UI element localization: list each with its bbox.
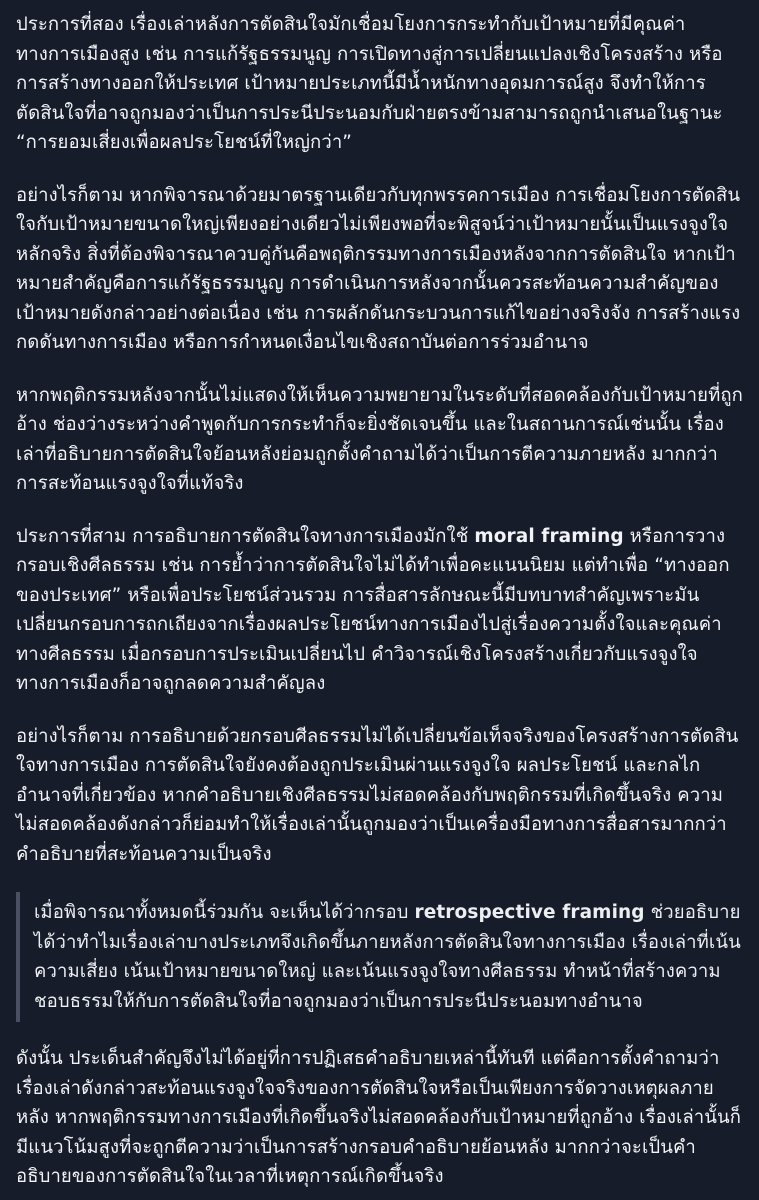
third-point-lead: ประการที่สาม การอธิบายการตัดสินใจทางการเมืองมักใช้ (16, 525, 475, 547)
article-body (16, 10, 743, 1192)
paragraph-however-standard: อย่างไรก็ตาม หากพิจารณาด้วยมาตรฐานเดียวกับทุกพรรคการเมือง การเชื่อมโยงการตัดสินใจกับเป้าหมายขนาดใหญ่เพียงอย่างเดียวไม่เพียงพอที่จะพิสูจน์ว่าเป้าหมายนั้นเป็นแรงจูงใจหลักจริง สิ่งที่ต้องพิจารณาควบคู่กันคือพฤติกรรมทางการเมืองหลังจากการตัดสินใจ หากเป้าหมายสำคัญคือการแก้รัฐธรรมนูญ การดำเนินการหลังจากนั้นควรสะท้อนความสำคัญของเป้าหมายดังกล่าวอย่างต่อเนื่อง เช่น การผลักดันกระบวนการแก้ไขอย่างจริงจัง การสร้างแรงกดดันทางการเมือง หรือการกำหนดเงื่อนไขเชิงสถาบันต่อการร่วมอำนาจ (16, 184, 741, 353)
paragraph-behavior-gap: หากพฤติกรรมหลังจากนั้นไม่แสดงให้เห็นความพยายามในระดับที่สอดคล้องกับเป้าหมายที่ถูกอ้าง ช่องว่างระหว่างคำพูดกับการกระทำก็จะยิ่งชัดเจนขึ้น และในสถานการณ์เช่นนั้น เรื่องเล่าที่อธิบายการตัดสินใจย้อนหลังย่อมถูกตั้งคำถามได้ว่าเป็นการตีความภายหลัง มากกว่าการสะท้อนแรงจูงใจที่แท้จริง (16, 384, 743, 494)
paragraph-conclusion: ดังนั้น ประเด็นสำคัญจึงไม่ได้อยู่ที่การปฏิเสธคำอธิบายเหล่านี้ทันที แต่คือการตั้งคำถามว่าเรื่องเล่าดังกล่าวสะท้อนแรงจูงใจจริงของการตัดสินใจหรือเป็นเพียงการจัดวางเหตุผลภายหลัง หากพฤติกรรมทางการเมืองที่เกิดขึ้นจริงไม่สอดคล้องกับเป้าหมายที่ถูกอ้าง เรื่องเล่านั้นก็มีแนวโน้มสูงที่จะถูกตีความว่าเป็นการสร้างกรอบคำอธิบายย้อนหลัง มากกว่าจะเป็นคำอธิบายของการตัดสินใจในเวลาที่เหตุการณ์เกิดขึ้นจริง (16, 1048, 742, 1187)
term-retrospective-framing: retrospective framing (414, 902, 645, 923)
paragraph-moral-frame-limits: อย่างไรก็ตาม การอธิบายด้วยกรอบศีลธรรมไม่ได้เปลี่ยนข้อเท็จจริงของโครงสร้างการตัดสินใจทางการเมือง การตัดสินใจยังคงต้องถูกประเมินผ่านแรงจูงใจ ผลประโยชน์ และกลไกอำนาจที่เกี่ยวข้อง หากคำอธิบายเชิงศีลธรรมไม่สอดคล้องกับพฤติกรรมที่เกิดขึ้นจริง ความไม่สอดคล้องดังกล่าวก็ย่อมทำให้เรื่องเล่านั้นถูกมองว่าเป็นเครื่องมือทางการสื่อสารมากกว่าคำอธิบายที่สะท้อนความเป็นจริง (16, 725, 739, 865)
quote-paragraph (34, 898, 743, 1016)
term-moral-framing: moral framing (474, 525, 624, 547)
third-point-rest: หรือการวางกรอบเชิงศีลธรรม เช่น การย้ำว่าการตัดสินใจไม่ได้ทำเพื่อคะแนนนิยม แต่ทำเพื่อ “ทางออกของประเทศ” หรือเพื่อประโยชน์ส่วนรวม การสื่อสารลักษณะนี้มีบทบาทสำคัญเพราะมันเปลี่ยนกรอบการถกเถียงจากเรื่องผลประโยชน์ทางการเมืองไปสู่เรื่องความตั้งใจและคุณค่าทางศีลธรรม เมื่อกรอบการประเมินเปลี่ยนไป คำวิจารณ์เชิงโครงสร้างเกี่ยวกับแรงจูงใจทางการเมืองก็อาจถูกลดความสำคัญลง (16, 525, 730, 694)
summary-blockquote (16, 892, 743, 1022)
quote-rest: ช่วยอธิบายได้ว่าทำไมเรื่องเล่าบางประเภทจึงเกิดขึ้นภายหลังการตัดสินใจทางการเมือง เรื่องเล่าที่เน้นความเสี่ยง เน้นเป้าหมายขนาดใหญ่ และเน้นแรงจูงใจทางศีลธรรม ทำหน้าที่สร้างความชอบธรรมให้กับการตัดสินใจที่อาจถูกมองว่าเป็นการประนีประนอมทางอำนาจ (34, 902, 741, 1012)
paragraph-second-point: ประการที่สอง เรื่องเล่าหลังการตัดสินใจมักเชื่อมโยงการกระทำกับเป้าหมายที่มีคุณค่าทางการเมืองสูง เช่น การแก้รัฐธรรมนูญ การเปิดทางสู่การเปลี่ยนแปลงเชิงโครงสร้าง หรือการสร้างทางออกให้ประเทศ เป้าหมายประเภทนี้มีน้ำหนักทางอุดมการณ์สูง จึงทำให้การตัดสินใจที่อาจถูกมองว่าเป็นการประนีประนอมกับฝ่ายตรงข้ามสามารถถูกนำเสนอในฐานะ “การยอมเสี่ยงเพื่อผลประโยชน์ที่ใหญ่กว่า” (16, 14, 723, 153)
quote-lead: เมื่อพิจารณาทั้งหมดนี้ร่วมกัน จะเห็นได้ว่ากรอบ (34, 902, 415, 923)
paragraph-third-point (16, 522, 743, 699)
